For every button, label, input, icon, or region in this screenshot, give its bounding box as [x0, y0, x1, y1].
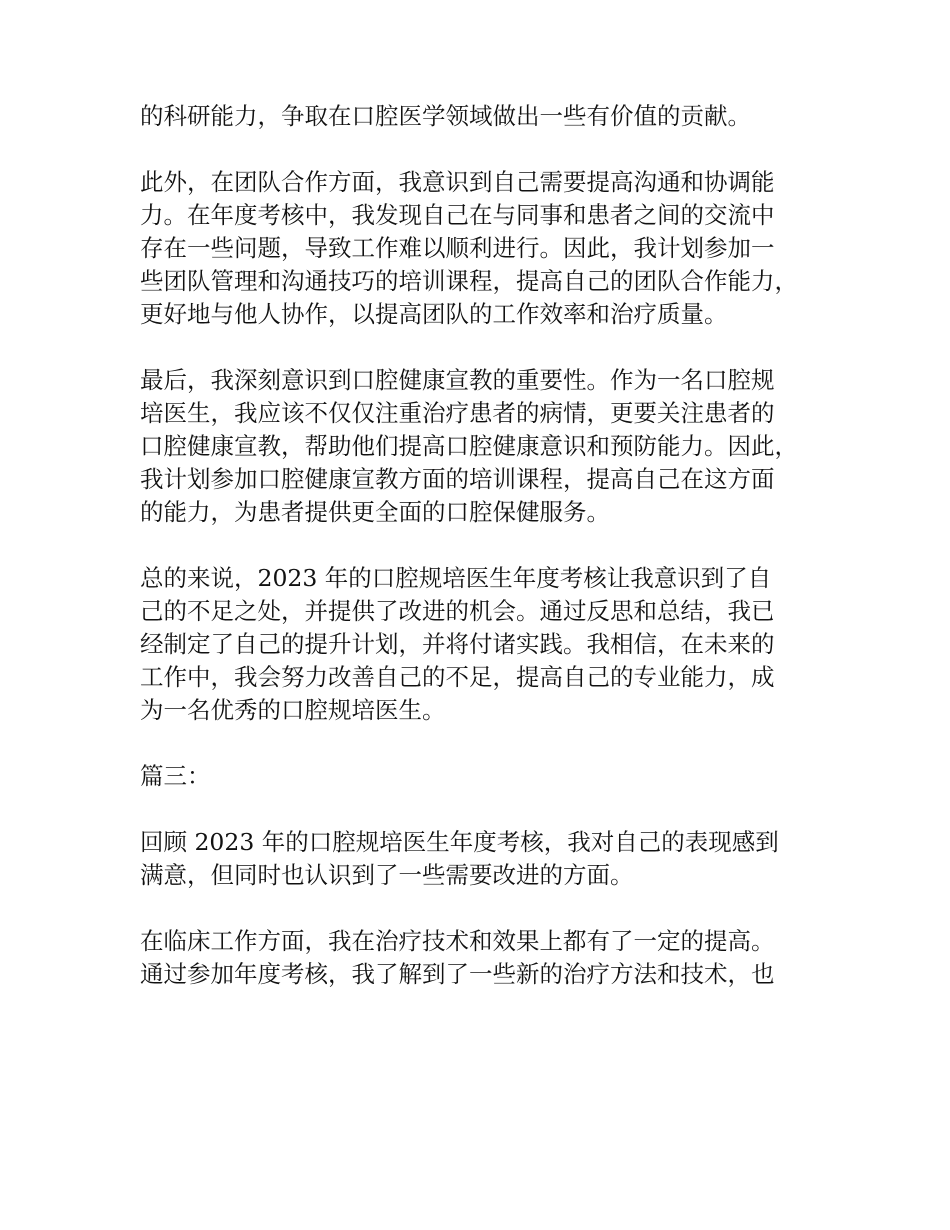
text-line: 的科研能力，争取在口腔医学领域做出一些有价值的贡献。 — [140, 102, 751, 130]
text-line: 为一名优秀的口腔规培医生。 — [140, 696, 446, 724]
text-line: 此外，在团队合作方面，我意识到自己需要提高沟通和协调能 — [140, 168, 775, 196]
text-line: 力。在年度考核中，我发现自己在与同事和患者之间的交流中 — [140, 201, 775, 229]
paragraph — [140, 925, 810, 991]
text-line: 篇三： — [140, 762, 211, 790]
text-line: 培医生，我应该不仅仅注重治疗患者的病情，更要关注患者的 — [140, 399, 775, 427]
document-body — [140, 100, 810, 1024]
paragraph — [140, 826, 810, 892]
paragraph — [140, 166, 810, 331]
text-line: 通过参加年度考核，我了解到了一些新的治疗方法和技术，也 — [140, 960, 775, 988]
section-heading — [140, 760, 810, 793]
text-line: 经制定了自己的提升计划，并将付诸实践。我相信，在未来的 — [140, 630, 775, 658]
text-line: 的能力，为患者提供更全面的口腔保健服务。 — [140, 498, 610, 526]
text-line: 些团队管理和沟通技巧的培训课程，提高自己的团队合作能力， — [140, 267, 798, 295]
text-line: 口腔健康宣教，帮助他们提高口腔健康意识和预防能力。因此， — [140, 432, 798, 460]
text-line: 更好地与他人协作，以提高团队的工作效率和治疗质量。 — [140, 300, 728, 328]
text-line: 回顾 2023 年的口腔规培医生年度考核，我对自己的表现感到 — [140, 828, 779, 856]
text-line: 工作中，我会努力改善自己的不足，提高自己的专业能力，成 — [140, 663, 775, 691]
paragraph — [140, 364, 810, 529]
paragraph — [140, 100, 810, 133]
text-line: 满意，但同时也认识到了一些需要改进的方面。 — [140, 861, 634, 889]
text-line: 存在一些问题，导致工作难以顺利进行。因此，我计划参加一 — [140, 234, 775, 262]
text-line: 最后，我深刻意识到口腔健康宣教的重要性。作为一名口腔规 — [140, 366, 775, 394]
text-line: 我计划参加口腔健康宣教方面的培训课程，提高自己在这方面 — [140, 465, 775, 493]
text-line: 己的不足之处，并提供了改进的机会。通过反思和总结，我已 — [140, 597, 775, 625]
paragraph — [140, 562, 810, 727]
text-line: 总的来说，2023 年的口腔规培医生年度考核让我意识到了自 — [140, 564, 772, 592]
text-line: 在临床工作方面，我在治疗技术和效果上都有了一定的提高。 — [140, 927, 775, 955]
